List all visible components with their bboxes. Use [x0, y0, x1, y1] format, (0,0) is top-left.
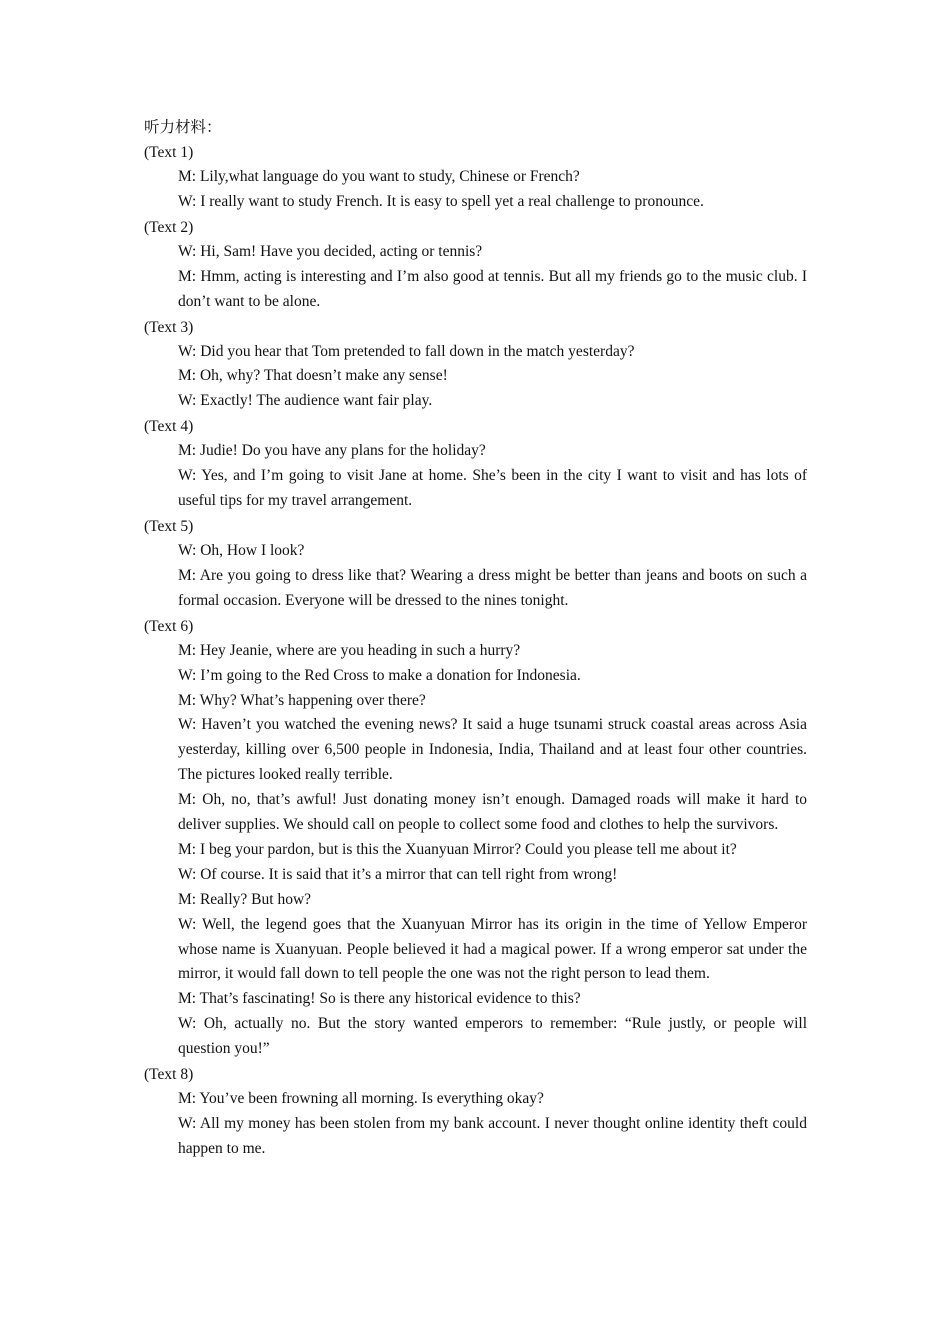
document-page [144, 115, 807, 1162]
section-label: (Text 5) [144, 517, 194, 535]
dialogue-line: M: Judie! Do you have any plans for the holiday? [178, 442, 486, 460]
dialogue-line: W: Yes, and I’m going to visit Jane at home. She’s been in the city I want to visit and has lots of useful tips for my travel arrangement. [178, 467, 807, 510]
dialogue-line: W: I really want to study French. It is easy to spell yet a real challenge to pronounce. [178, 192, 704, 210]
dialogue-line: M: You’ve been frowning all morning. Is everything okay? [178, 1090, 544, 1108]
dialogue-line: W: Well, the legend goes that the Xuanyuan Mirror has its origin in the time of Yellow Emperor whose name is Xuanyuan. People believed it had a magical power. If a wrong emperor sat under the mirror, it would fall down to tell people the one was not the right person to lead them. [178, 915, 807, 983]
text-section-1 [144, 140, 807, 215]
text-section-6 [144, 614, 807, 1062]
dialogue-line: M: Are you going to dress like that? Wearing a dress might be better than jeans and boots on such a formal occasion. Everyone will be dressed to the nines tonight. [178, 566, 807, 609]
text-section-5 [144, 514, 807, 614]
section-label: (Text 2) [144, 218, 194, 236]
dialogue-line: W: Hi, Sam! Have you decided, acting or tennis? [178, 242, 483, 260]
dialogue-line: W: Of course. It is said that it’s a mirror that can tell right from wrong! [178, 865, 618, 883]
dialogue-line: W: Did you hear that Tom pretended to fall down in the match yesterday? [178, 342, 635, 360]
dialogue-line: M: Hey Jeanie, where are you heading in such a hurry? [178, 641, 521, 659]
dialogue-line: W: Oh, actually no. But the story wanted emperors to remember: “Rule justly, or people will question you!” [178, 1015, 807, 1058]
dialogue-line: W: Exactly! The audience want fair play. [178, 392, 433, 410]
dialogue-line: W: Haven’t you watched the evening news? It said a huge tsunami struck coastal areas across Asia yesterday, killing over 6,500 people in Indonesia, India, Thailand and at least four other countries. The pictures looked really terrible. [178, 716, 807, 784]
dialogue-line: M: Lily,what language do you want to study, Chinese or French? [178, 168, 580, 185]
dialogue-line: M: Hmm, acting is interesting and I’m also good at tennis. But all my friends go to the music club. I don’t want to be alone. [178, 267, 807, 310]
text-section-4 [144, 414, 807, 514]
text-section-2 [144, 215, 807, 315]
dialogue-line: W: I’m going to the Red Cross to make a donation for Indonesia. [178, 666, 581, 684]
text-section-3 [144, 315, 807, 415]
dialogue-line: W: Oh, How I look? [178, 541, 305, 559]
dialogue-line: M: Oh, no, that’s awful! Just donating money isn’t enough. Damaged roads will make it hard to deliver supplies. We should call on people to collect some food and clothes to help the survivors. [178, 791, 807, 834]
dialogue-line: W: All my money has been stolen from my bank account. I never thought online identity theft could happen to me. [178, 1115, 807, 1157]
section-label: (Text 4) [144, 418, 194, 436]
section-label: (Text 3) [144, 318, 194, 336]
text-section-8 [144, 1062, 807, 1162]
dialogue-line: M: I beg your pardon, but is this the Xuanyuan Mirror? Could you please tell me about it? [178, 840, 737, 858]
dialogue-line: M: Really? But how? [178, 890, 312, 908]
dialogue-line: M: Why? What’s happening over there? [178, 691, 426, 709]
section-label: (Text 6) [144, 617, 194, 635]
section-label: (Text 1) [144, 144, 194, 161]
section-label: (Text 8) [144, 1066, 194, 1084]
dialogue-line: M: Oh, why? That doesn’t make any sense! [178, 367, 448, 385]
dialogue-line: M: That’s fascinating! So is there any historical evidence to this? [178, 990, 581, 1008]
page-heading: 听力材料： [144, 119, 222, 136]
